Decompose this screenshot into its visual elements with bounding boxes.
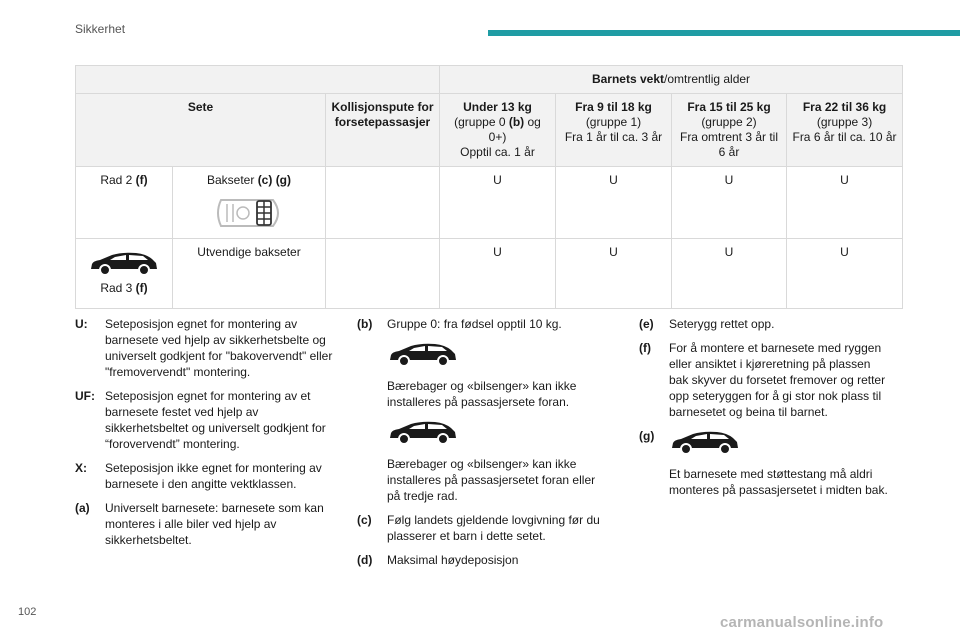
note-item: (d) Maksimal høydeposisjon [357,553,519,567]
notes-column-3 [639,316,889,506]
note-item: UF: Seteposisjon egnet for montering av et barnesete festet ved hjelp av sikkerhetsbeltet og universelt godkjent for “forovervendt” montering. [75,389,326,451]
note-item: (c) Følg landets gjeldende lovgivning før du plasserer et barn i dette setet. [357,513,600,543]
notes-column-1 [75,316,335,556]
group-header: Fra 9 til 18 kg (gruppe 1) Fra 1 år til ca. 3 år [556,94,672,167]
group-header: Fra 15 til 25 kg (gruppe 2) Fra omtrent 3 år til 6 år [672,94,787,167]
value-cell: U [787,239,903,309]
car-icon [387,340,459,370]
note-item: (a) Universelt barnesete: barnesete som kan monteres i alle biler ved hjelp av sikkerhetsbeltet. [75,501,324,547]
value-cell: U [440,239,556,309]
note-item: U: Seteposisjon egnet for montering av barnesete ved hjelp av sikkerhetsbelte og universelt godkjent for "bakovervendt" eller "fremovervendt" montering. [75,317,333,379]
table-row [76,239,903,309]
car-icon [669,428,741,458]
seat-cell: Bakseter (c) (g) [173,167,326,239]
value-cell: U [672,167,787,239]
value-cell: U [787,167,903,239]
note-subtext: Bærebager og «bilsenger» kan ikke installeres på passasjersetet foran eller på tredje rad. [387,457,596,503]
group-header: Under 13 kg (gruppe 0 (b) og 0+) Opptil ca. 1 år [440,94,556,167]
section-header: Sikkerhet [75,22,126,36]
value-cell: U [556,167,672,239]
note-subtext: Et barnesete med støttestang må aldri monteres på passasjersetet i midten bak. [669,467,888,497]
car-icon [88,251,160,277]
group-header: Fra 22 til 36 kg (gruppe 3) Fra 6 år til ca. 10 år [787,94,903,167]
airbag-cell [326,167,440,239]
page-number: 102 [18,606,37,618]
weight-header: Barnets vekt/omtrentlig alder [440,66,903,94]
value-cell: U [556,239,672,309]
table-row [76,167,903,239]
seat-cell: Utvendige bakseter [173,239,326,309]
car-seat-layout-icon [213,194,285,232]
header-accent-bar [488,30,960,36]
value-cell: U [440,167,556,239]
airbag-column-header: Kollisjonspute for forsetepassasjer [326,94,440,167]
note-item: (f) For å montere et barnesete med ryggen eller ansiktet i kjøreretning på plassen bak skyver du forsetet fremover og retter opp seteryggen for å gi stor nok plass til barnesetet og beina til barnet. [639,341,886,419]
airbag-cell [326,239,440,309]
value-cell: U [672,239,787,309]
note-item: X: Seteposisjon ikke egnet for montering av barnesete i den angitte vektklassen. [75,461,322,491]
notes-column-2 [357,316,607,576]
note-subtext: Bærebager og «bilsenger» kan ikke installeres på passasjersete foran. [387,379,577,409]
watermark: carmanualsonline.info [720,614,884,631]
row-label: Rad 3 (f) [76,239,173,309]
row-label: Rad 2 (f) [76,167,173,239]
note-item: (g) Et barnesete med støttestang må aldri monteres på passasjersetet i midten bak. [639,429,888,497]
note-item: (e) Seterygg rettet opp. [639,317,775,331]
car-icon [387,418,459,448]
blank-header-cell [76,66,440,94]
note-item: (b) Gruppe 0: fra fødsel opptil 10 kg. Bærebager og «bilsenger» kan ikke installeres på passasjersete foran. Bærebager og «bilsenger» kan ikke installeres på passasjersetet foran eller på tredje rad. [357,316,607,504]
child-seat-compatibility-table [75,65,903,309]
seat-column-header: Sete [76,94,326,167]
